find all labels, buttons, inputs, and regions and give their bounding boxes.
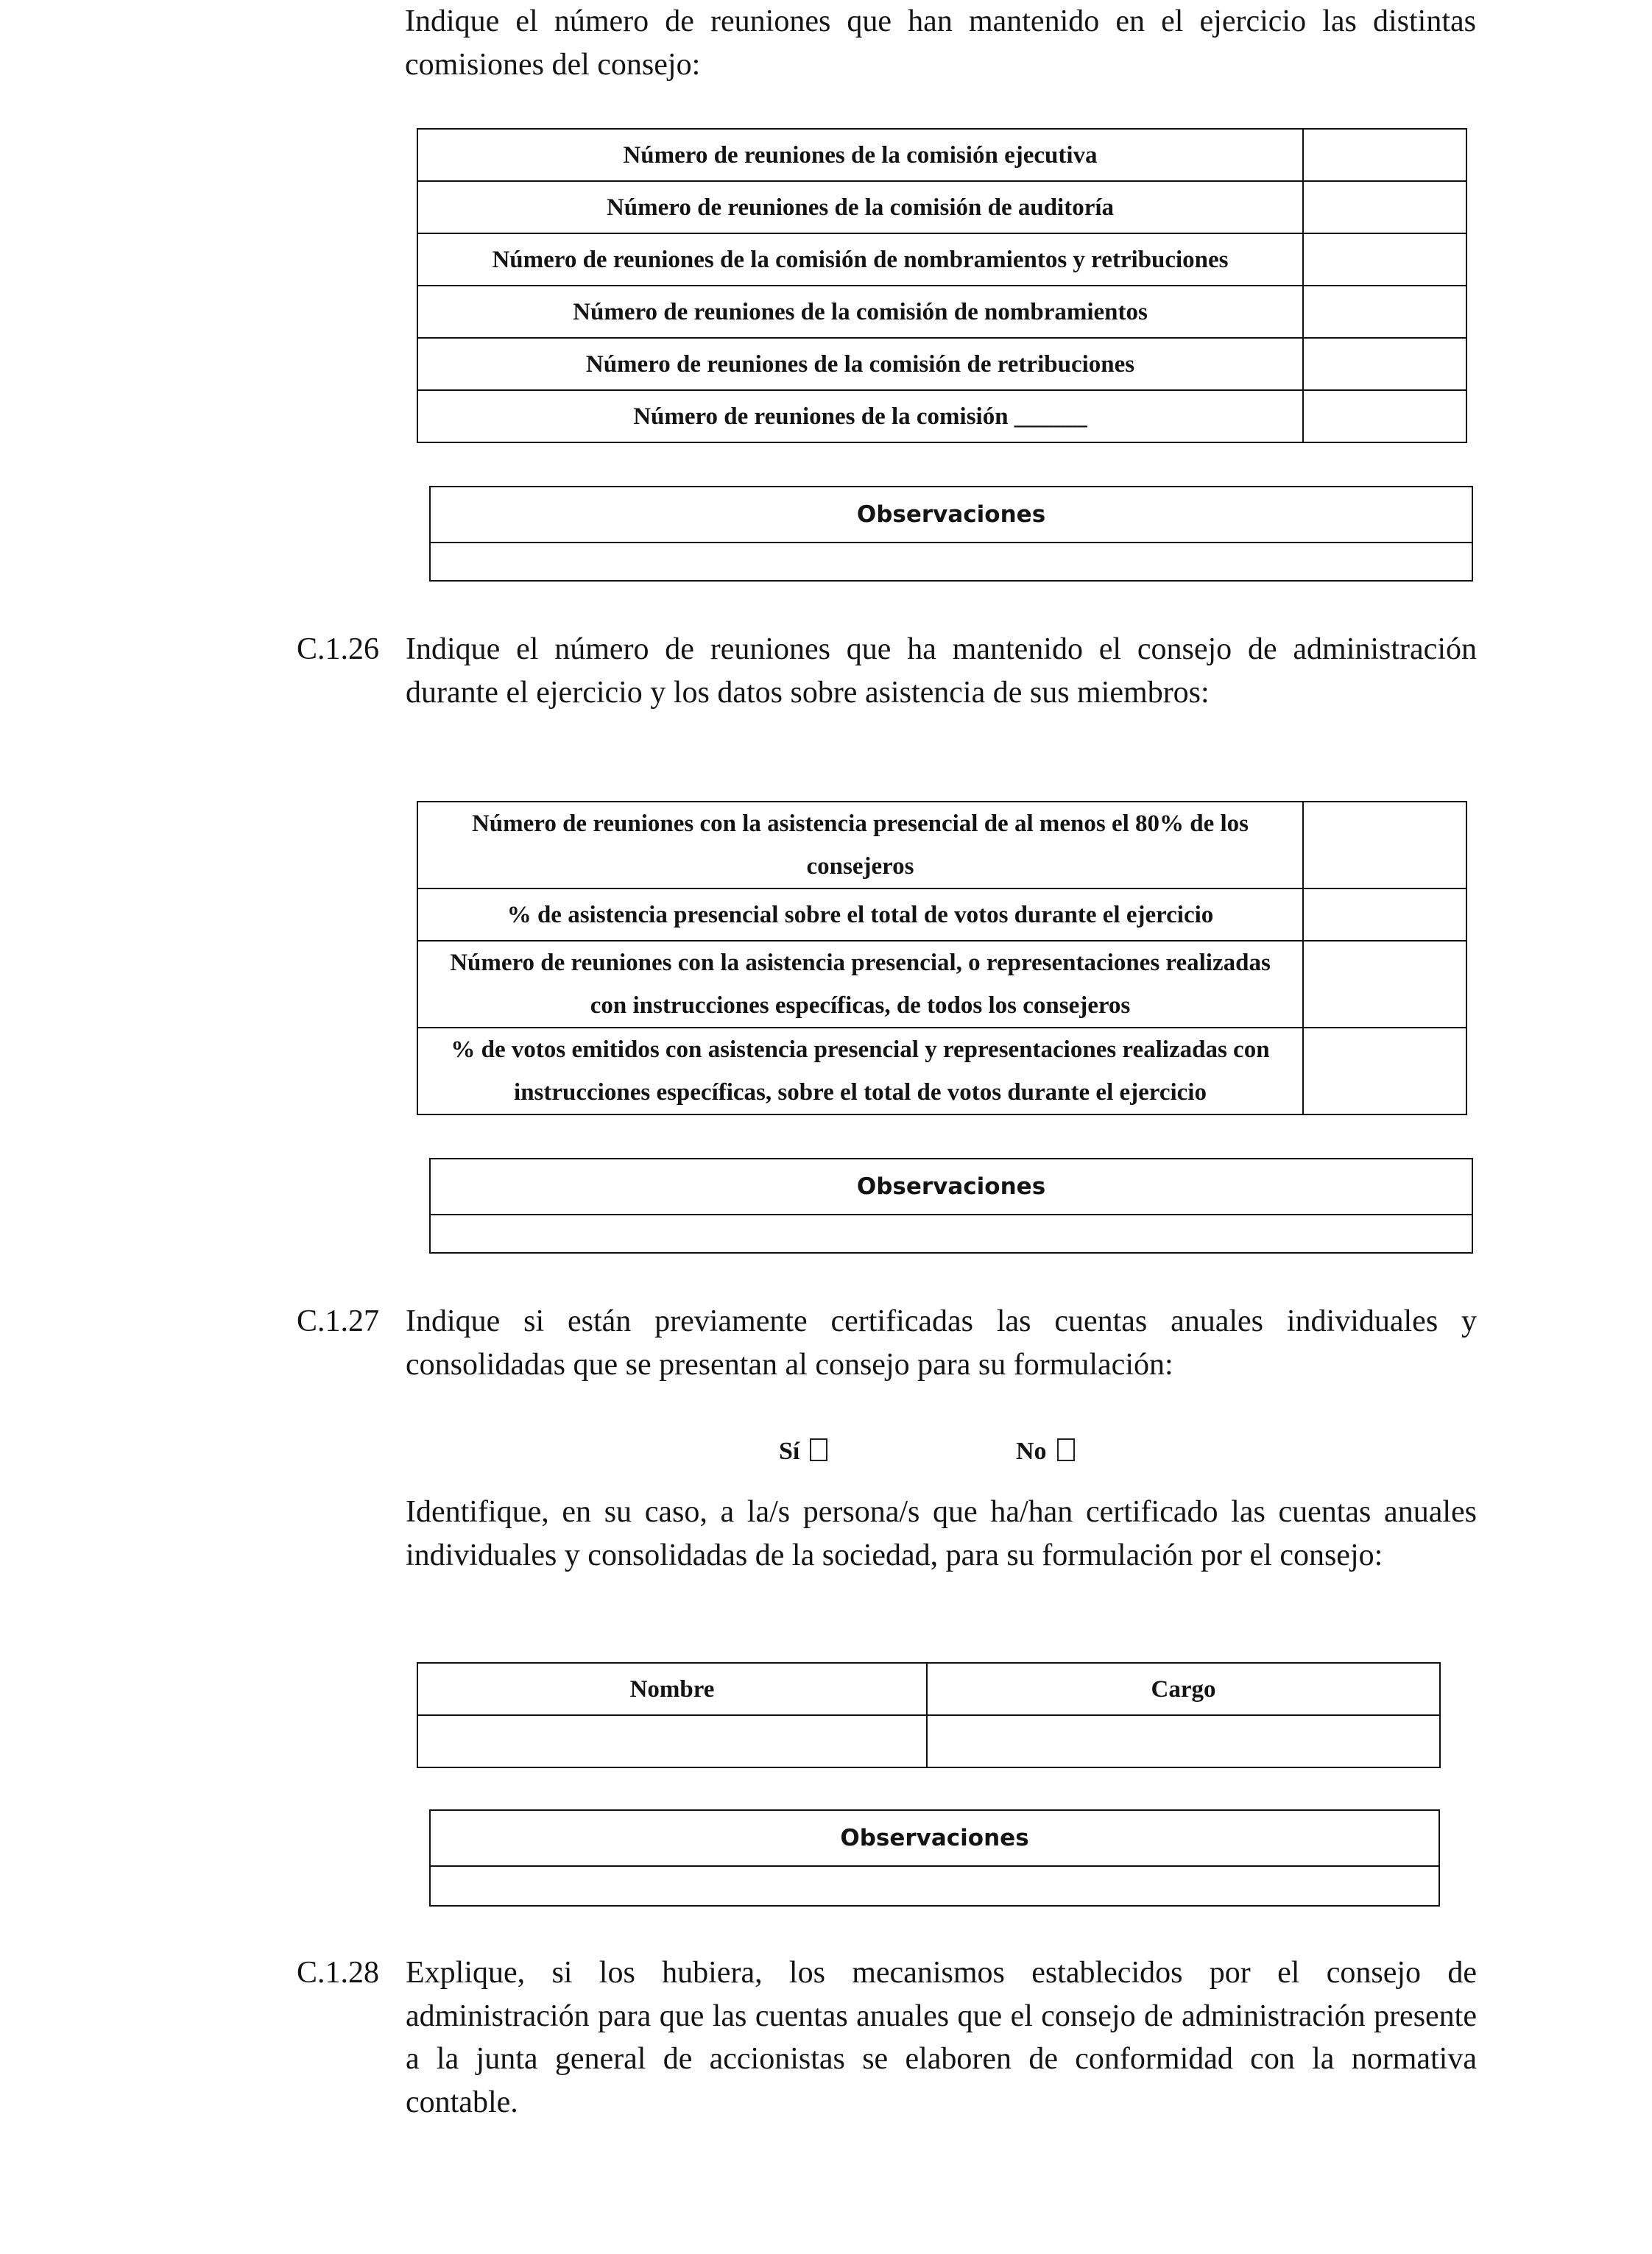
cargo-cell[interactable] — [927, 1715, 1440, 1767]
board-attendance-table — [417, 801, 1467, 1115]
no-option[interactable] — [1016, 1438, 1075, 1466]
table-row — [417, 233, 1466, 286]
question-text: Explique, si los hubiera, los mecanismos establecidos por el consejo de administración para que las cuentas anuales que el consejo de administración presente a la junta general de accionistas se elaboren de conformidad con la normativa contable. — [406, 1956, 1477, 2119]
value-cell[interactable] — [1303, 802, 1466, 888]
row-label: Número de reuniones con la asistencia presencial de al menos el 80% de los consejeros — [417, 802, 1303, 888]
row-label: Número de reuniones de la comisión ______ — [417, 390, 1303, 442]
question-number: C.1.26 — [297, 632, 380, 666]
observations-box — [429, 486, 1473, 582]
table-row — [417, 129, 1466, 181]
row-label: % de asistencia presencial sobre el total de votos durante el ejercicio — [417, 888, 1303, 941]
table-header-row — [417, 1663, 1440, 1715]
intro-paragraph: Indique el número de reuniones que han mantenido en el ejercicio las distintas comisiones del consejo: — [405, 4, 1476, 82]
table-row — [417, 181, 1466, 233]
yes-option[interactable] — [779, 1438, 827, 1466]
row-label: Número de reuniones con la asistencia presencial, o representaciones realizadas con instrucciones específicas, de todos los consejeros — [417, 941, 1303, 1028]
observations-header: Observaciones — [431, 1159, 1472, 1215]
observations-field[interactable] — [431, 1867, 1439, 1905]
question-text: Indique si están previamente certificadas las cuentas anuales individuales y consolidadas que se presentan al consejo para su formulación: — [406, 1304, 1477, 1382]
table-row — [417, 286, 1466, 338]
value-cell[interactable] — [1303, 1028, 1466, 1114]
observations-field[interactable] — [431, 543, 1472, 580]
column-header-nombre: Nombre — [417, 1663, 927, 1715]
table-row — [417, 888, 1466, 941]
observations-header: Observaciones — [431, 487, 1472, 543]
column-header-cargo: Cargo — [927, 1663, 1440, 1715]
nombre-cell[interactable] — [417, 1715, 927, 1767]
value-cell[interactable] — [1303, 129, 1466, 181]
table-row — [417, 802, 1466, 888]
question-number: C.1.28 — [297, 1956, 380, 1990]
yes-label: Sí — [779, 1438, 800, 1465]
value-cell[interactable] — [1303, 233, 1466, 286]
checkbox-icon[interactable] — [810, 1438, 827, 1461]
committee-meetings-table — [417, 128, 1467, 443]
checkbox-icon[interactable] — [1057, 1438, 1075, 1461]
table-row — [417, 338, 1466, 390]
row-label: Número de reuniones de la comisión de retribuciones — [417, 338, 1303, 390]
observations-field[interactable] — [431, 1215, 1472, 1252]
identify-paragraph: Identifique, en su caso, a la/s persona/s que ha/han certificado las cuentas anuales individuales y consolidadas de la sociedad, para su formulación por el consejo: — [406, 1495, 1477, 1572]
value-cell[interactable] — [1303, 390, 1466, 442]
table-row — [417, 1028, 1466, 1114]
question-number: C.1.27 — [297, 1304, 380, 1338]
no-label: No — [1016, 1438, 1047, 1465]
row-label: Número de reuniones de la comisión de auditoría — [417, 181, 1303, 233]
row-label: Número de reuniones de la comisión de nombramientos — [417, 286, 1303, 338]
value-cell[interactable] — [1303, 941, 1466, 1028]
table-row — [417, 390, 1466, 442]
value-cell[interactable] — [1303, 888, 1466, 941]
certifiers-table — [417, 1662, 1441, 1768]
row-label: % de votos emitidos con asistencia presencial y representaciones realizadas con instrucciones específicas, sobre el total de votos durante el ejercicio — [417, 1028, 1303, 1114]
table-row — [417, 941, 1466, 1028]
question-text: Indique el número de reuniones que ha mantenido el consejo de administración durante el ejercicio y los datos sobre asistencia de sus miembros: — [406, 632, 1477, 710]
row-label: Número de reuniones de la comisión ejecutiva — [417, 129, 1303, 181]
observations-box — [429, 1158, 1473, 1254]
table-row — [417, 1715, 1440, 1767]
row-label: Número de reuniones de la comisión de nombramientos y retribuciones — [417, 233, 1303, 286]
observations-box — [429, 1809, 1440, 1907]
value-cell[interactable] — [1303, 286, 1466, 338]
value-cell[interactable] — [1303, 181, 1466, 233]
observations-header: Observaciones — [431, 1811, 1439, 1867]
value-cell[interactable] — [1303, 338, 1466, 390]
